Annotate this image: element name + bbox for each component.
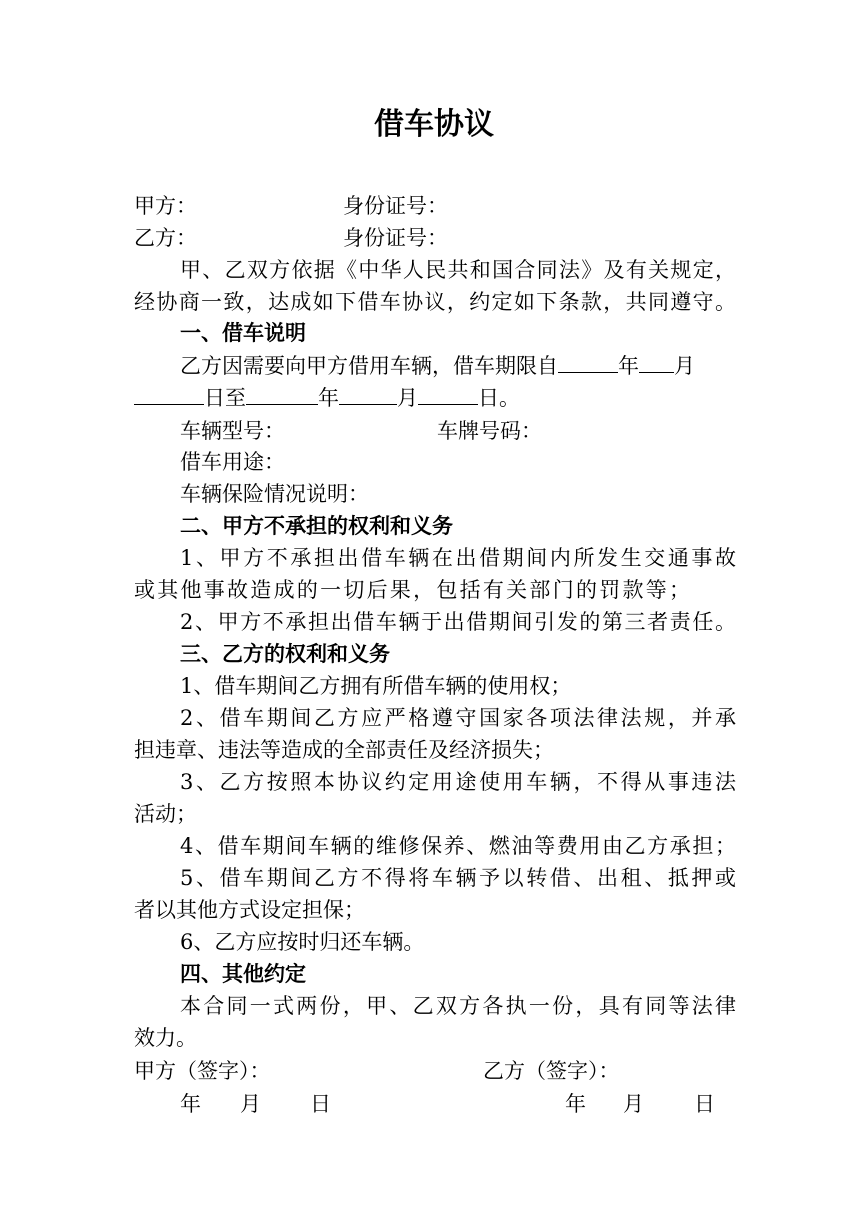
party-a-sign-day: 日 xyxy=(310,1092,331,1116)
party-b-signature-label: 乙方（签字）： xyxy=(483,1059,620,1083)
start-year-label: 年 xyxy=(618,354,639,378)
section-3-item-3-line-1: 3、乙方按照本协议约定用途使用车辆，不得从事违法 xyxy=(180,770,736,794)
party-a-label: 甲方： xyxy=(134,194,197,218)
start-month-label: 月 xyxy=(674,354,695,378)
section-1-heading: 一、借车说明 xyxy=(180,321,306,345)
section-3-item-5-line-2: 者以其他方式设定担保； xyxy=(134,898,365,922)
section-3-item-2-line-1: 2、借车期间乙方应严格遵守国家各项法律法规，并承 xyxy=(180,706,736,730)
end-year-label: 年 xyxy=(318,386,339,410)
party-b-id-label: 身份证号： xyxy=(343,226,448,250)
end-year-blank xyxy=(246,382,318,405)
section-2-item-1-line-1: 1、甲方不承担出借车辆在出借期间内所发生交通事故 xyxy=(180,546,736,570)
intro-line-1: 甲、乙双方依据《中华人民共和国合同法》及有关规定， xyxy=(180,258,736,282)
section-3-item-2-line-2: 担违章、违法等造成的全部责任及经济损失； xyxy=(134,738,554,762)
loan-period-prefix: 乙方因需要向甲方借用车辆，借车期限自 xyxy=(180,354,558,378)
party-b-label: 乙方： xyxy=(134,226,197,250)
loan-purpose-label: 借车用途： xyxy=(180,450,285,474)
party-b-sign-month: 月 xyxy=(623,1092,644,1116)
start-year-blank xyxy=(558,350,618,373)
start-day-label: 日至 xyxy=(204,386,246,410)
end-day-blank xyxy=(418,382,478,405)
document-title: 借车协议 xyxy=(374,107,494,142)
start-month-blank xyxy=(639,350,674,373)
loan-period-line-2 xyxy=(134,382,520,413)
section-3-heading: 三、乙方的权利和义务 xyxy=(180,642,390,666)
insurance-label: 车辆保险情况说明： xyxy=(180,482,369,506)
loan-period-line-1 xyxy=(180,350,736,381)
license-plate-label: 车牌号码： xyxy=(437,419,542,443)
section-3-item-6: 6、乙方应按时归还车辆。 xyxy=(180,930,425,954)
section-2-item-1-line-2: 或其他事故造成的一切后果，包括有关部门的罚款等； xyxy=(134,578,690,602)
intro-line-2: 经协商一致，达成如下借车协议，约定如下条款，共同遵守。 xyxy=(134,290,736,314)
party-a-sign-month: 月 xyxy=(240,1092,261,1116)
start-day-blank xyxy=(134,382,204,405)
section-4-text-line-1: 本合同一式两份，甲、乙双方各执一份，具有同等法律 xyxy=(180,994,736,1018)
party-a-signature-label: 甲方（签字）： xyxy=(134,1059,271,1083)
section-4-heading: 四、其他约定 xyxy=(180,962,306,986)
section-3-item-3-line-2: 活动； xyxy=(134,802,197,826)
party-a-id-label: 身份证号： xyxy=(343,194,448,218)
party-a-sign-year: 年 xyxy=(180,1092,201,1116)
vehicle-model-label: 车辆型号： xyxy=(180,419,285,443)
party-b-sign-day: 日 xyxy=(694,1092,715,1116)
end-month-blank xyxy=(339,382,397,405)
section-3-item-5-line-1: 5、借车期间乙方不得将车辆予以转借、出租、抵押或 xyxy=(180,866,736,890)
section-3-item-1: 1、借车期间乙方拥有所借车辆的使用权； xyxy=(180,674,572,698)
section-2-heading: 二、甲方不承担的权利和义务 xyxy=(180,514,453,538)
end-day-label: 日。 xyxy=(478,386,520,410)
party-b-sign-year: 年 xyxy=(565,1092,586,1116)
section-3-item-4: 4、借车期间车辆的维修保养、燃油等费用由乙方承担； xyxy=(180,834,736,858)
section-2-item-2: 2、甲方不承担出借车辆于出借期间引发的第三者责任。 xyxy=(180,610,736,634)
section-4-text-line-2: 效力。 xyxy=(134,1026,197,1050)
end-month-label: 月 xyxy=(397,386,418,410)
